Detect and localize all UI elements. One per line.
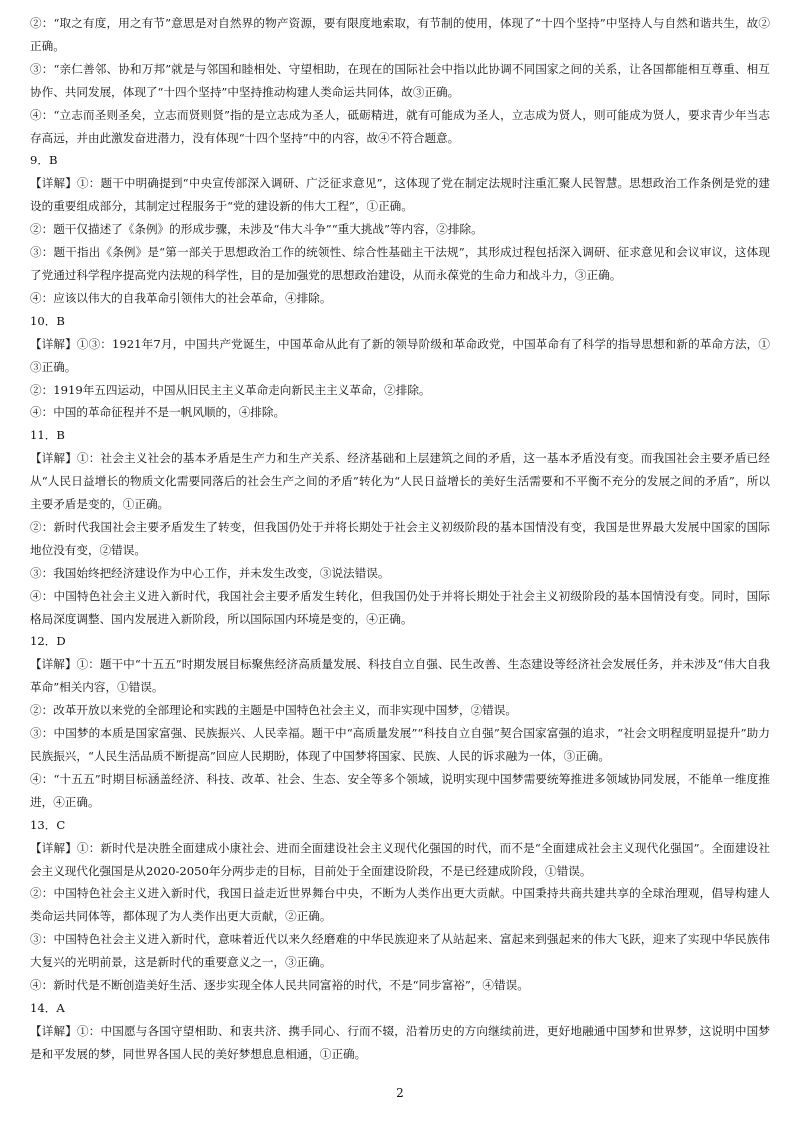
paragraph: 【详解】①：中国愿与各国守望相助、和衷共济、携手同心、行而不辍，沿着历史的方向继续前进，更好地融通中国梦和世界梦，这说明中国梦是和平发展的梦，同世界各国人民的美好梦想息息相通，①正确。 [30, 1023, 770, 1061]
question-number: 13．C [30, 817, 66, 832]
paragraph: ②：中国特色社会主义进入新时代，我国日益走近世界舞台中央，不断为人类作出更大贡献。中国秉持共商共建共享的全球治理观，倡导构建人类命运共同体等，都体现了为人类作出更大贡献，②正确。 [30, 886, 770, 924]
paragraph: ②：“取之有度，用之有节”意思是对自然界的物产资源，要有限度地索取，有节制的使用，体现了“十四个坚持”中坚持人与自然和谐共生，故②正确。 [30, 16, 770, 53]
paragraph: ③：“亲仁善邻、协和万邦”就是与邻国和睦相处、守望相助，在现在的国际社会中指以此协调不同国家之间的关系，让各国都能相互尊重、相互协作、共同发展，体现了“十四个坚持”中坚持推动构建人类命运共同体，故③正确。 [30, 61, 770, 99]
paragraph: 【详解】①：题干中“十五五”时期发展目标聚焦经济高质量发展、科技自立自强、民生改善、生态建设等经济社会发展任务，并未涉及“伟大自我革命”相关内容，①错误。 [30, 657, 770, 695]
paragraph: ②：改革开放以来党的全部理论和实践的主题是中国特色社会主义，而非实现中国梦，②错误。 [30, 703, 517, 718]
paragraph: ④：新时代是不断创造美好生活、逐步实现全体人民共同富裕的时代，不是“同步富裕”，④错误。 [30, 978, 529, 993]
paragraph: ④：“十五五”时期目标涵盖经济、科技、改革、社会、生态、安全等多个领域，说明实现中国梦需要统筹推进多领域协同发展，不能单一维度推进，④正确。 [30, 771, 770, 809]
paragraph: ④：中国的革命征程并不是一帆风顺的，④排除。 [30, 405, 286, 420]
paragraph: ③：中国特色社会主义进入新时代，意味着近代以来久经磨难的中华民族迎来了从站起来、富起来到强起来的伟大飞跃，迎来了实现中华民族伟大复兴的光明前景，这是新时代的重要意义之一，③正确。 [30, 932, 770, 970]
paragraph: ③：题干指出《条例》是“第一部关于思想政治工作的统领性、综合性基础主干法规”，其形成过程包括深入调研、征求意见和会议审议，这体现了党通过科学程序提高党内法规的科学性，目的是加强党的思想政治建设，从而永葆党的生命力和战斗力，③正确。 [30, 245, 770, 282]
paragraph: 【详解】①：新时代是决胜全面建成小康社会、进而全面建设社会主义现代化强国的时代，而不是“全面建成社会主义现代化强国”。全面建设社会主义现代化强国是从2020-2050年分两步走的目标，目前处于全面建设阶段，不是已经建成阶段，①错误。 [30, 840, 770, 878]
question-number: 10．B [30, 313, 65, 328]
paragraph: ④：“立志而圣则圣矣，立志而贤则贤”指的是立志成为圣人，砥砺精进，就有可能成为圣人，立志成为贤人，则可能成为贤人，要求青少年当志存高远，并由此激发奋进潜力，没有体现“十四个坚持”中的内容，故④不符合题意。 [30, 107, 770, 145]
paragraph: ③：我国始终把经济建设作为中心工作，并未发生改变，③说法错误。 [30, 565, 390, 580]
paragraph: 【详解】①：社会主义社会的基本矛盾是生产力和生产关系、经济基础和上层建筑之间的矛盾，这一基本矛盾没有变。而我国社会主要矛盾已经从“人民日益增长的物质文化需要同落后的社会生产之间的矛盾”转化为“人民日益增长的美好生活需要和不平衡不充分的发展之间的矛盾”，所以主要矛盾是变的，①正确。 [30, 451, 770, 512]
paragraph: ③：中国梦的本质是国家富强、民族振兴、人民幸福。题干中“高质量发展”“科技自立自强”契合国家富强的追求，“社会文明程度明显提升”助力民族振兴，“人民生活品质不断提高”回应人民期盼，体现了中国梦将国家、民族、人民的诉求融为一体，③正确。 [30, 726, 770, 763]
page-number: 2 [396, 1086, 404, 1100]
paragraph: ④：中国特色社会主义进入新时代，我国社会主要矛盾发生转化，但我国仍处于并将长期处于社会主义初级阶段的基本国情没有变。同时，国际格局深度调整、国内发展进入新阶段，所以国际国内环境是变的，④正确。 [30, 588, 770, 626]
question-number: 9．B [30, 153, 58, 168]
paragraph: 【详解】①③：1921年7月，中国共产党诞生，中国革命从此有了新的领导阶级和革命政党，中国革命有了科学的指导思想和新的革命方法，①③正确。 [30, 336, 770, 374]
question-number: 12．D [30, 634, 66, 649]
question-number: 14．A [30, 1000, 65, 1015]
question-number: 11．B [30, 428, 65, 443]
paragraph: ④：应该以伟大的自我革命引领伟大的社会革命，④排除。 [30, 290, 332, 305]
paragraph: ②：1919年五四运动，中国从旧民主主义革命走向新民主主义革命，②排除。 [30, 382, 431, 397]
paragraph: ②：题干仅描述了《条例》的形成步骤，未涉及“伟大斗争”“重大挑战”等内容，②排除。 [30, 222, 483, 237]
paragraph: ②：新时代我国社会主要矛盾发生了转变，但我国仍处于并将长期处于社会主义初级阶段的基本国情没有变，我国是世界最大发展中国家的国际地位没有变，②错误。 [30, 519, 770, 557]
paragraph: 【详解】①：题干中明确提到“中央宣传部深入调研、广泛征求意见”，这体现了党在制定法规时注重汇聚人民智慧。思想政治工作条例是党的建设的重要组成部分，其制定过程服务于“党的建设新的伟大工程”，①正确。 [30, 176, 770, 214]
answer-content [30, 12, 770, 1066]
